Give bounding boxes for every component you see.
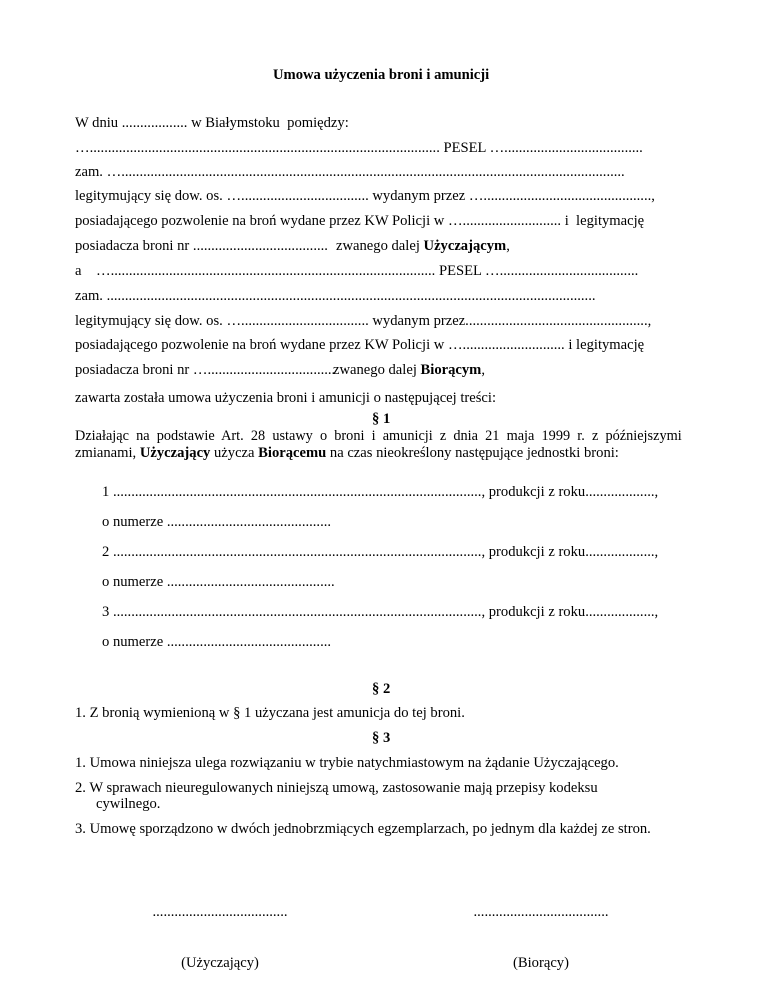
borrower-designation-pre: zwanego dalej	[333, 362, 421, 378]
weapon-item-2: 2 ....................................................................................................., produkcji z roku...................,	[102, 544, 659, 560]
signature-left	[138, 870, 302, 1006]
weapon-item-1: 1 ....................................................................................................., produkcji z roku...................,	[102, 484, 659, 500]
section-1-heading: § 1	[372, 411, 391, 427]
s1-l2-post: na czas nieokreślony następujące jednostki broni:	[326, 445, 619, 461]
s1-lender: Użyczający	[139, 445, 211, 461]
concluded-line: zawarta została umowa użyczenia broni i amunicji o następującej treści:	[75, 390, 497, 406]
section-1-line1: Działając na podstawie Art. 28 ustawy o broni i amunicji z dnia 21 maja 1999 r. z późniejszymi	[75, 428, 682, 444]
signature-right-line: .....................................	[473, 904, 609, 920]
weapon-item-3: 3 ....................................................................................................., produkcji z roku...................,	[102, 604, 659, 620]
borrower-name-pesel: …......................................................................................... PESEL …......................................	[96, 263, 639, 279]
s1-borrower: Biorącemu	[258, 445, 327, 461]
s1-l2-mid: użycza	[210, 445, 259, 461]
borrower-license: posiadacza broni nr …...................................	[75, 362, 336, 378]
lender-id: legitymujący się dow. os. …................................... wydanym przez …..............................................,	[75, 188, 655, 204]
borrower-a: a	[75, 263, 82, 279]
intro-line: W dniu .................. w Białymstoku pomiędzy:	[75, 115, 349, 131]
document-title: Umowa użyczenia broni i amunicji	[273, 67, 490, 83]
lender-designation-pre: zwanego dalej	[336, 238, 424, 254]
section-3-heading: § 3	[372, 730, 391, 746]
signature-right-label: (Biorący)	[513, 955, 569, 971]
lender-license: posiadacza broni nr .....................................	[75, 238, 328, 254]
lender-address: zam. …..........................................................................................................................................	[75, 164, 625, 180]
lender-designation-post: ,	[506, 238, 510, 254]
borrower-id: legitymujący się dow. os. …................................... wydanym przez..................................................,	[75, 313, 652, 329]
weapon-item-1-serial: o numerze .............................................	[102, 514, 332, 530]
section-3-p2a: 2. W sprawach nieuregulowanych niniejszą umową, zastosowanie mają przepisy kodeksu	[75, 780, 598, 796]
weapon-item-3-serial: o numerze .............................................	[102, 634, 332, 650]
section-3-p2b: cywilnego.	[96, 796, 161, 812]
borrower-role: Biorącym	[420, 362, 482, 378]
lender-role: Użyczającym	[423, 238, 507, 254]
lender-name-pesel: …................................................................................................ PESEL …......................................	[75, 140, 643, 156]
section-3-p3: 3. Umowę sporządzono w dwóch jednobrzmiących egzemplarzach, po jednym dla każdej ze stron.	[75, 821, 651, 837]
s1-l2-pre: zmianami,	[75, 445, 140, 461]
borrower-designation-post: ,	[481, 362, 485, 378]
section-3-p1: 1. Umowa niniejsza ulega rozwiązaniu w trybie natychmiastowym na żądanie Użyczającego.	[75, 755, 619, 771]
lender-permit: posiadającego pozwolenie na broń wydane przez KW Policji w …........................... i legitymację	[75, 213, 645, 229]
section-1-line2	[75, 445, 619, 462]
signature-right	[459, 870, 623, 1006]
borrower-address: zam. ......................................................................................................................................	[75, 288, 596, 304]
signature-left-label: (Użyczający)	[181, 955, 259, 971]
borrower-permit: posiadającego pozwolenie na broń wydane przez KW Policji w …............................ i legitymację	[75, 337, 645, 353]
signature-left-line: .....................................	[152, 904, 288, 920]
section-2-p1: 1. Z bronią wymienioną w § 1 użyczana jest amunicja do tej broni.	[75, 705, 465, 721]
borrower-designation	[333, 362, 485, 379]
lender-designation	[336, 238, 510, 255]
section-2-heading: § 2	[372, 681, 391, 697]
weapon-item-2-serial: o numerze ..............................................	[102, 574, 335, 590]
